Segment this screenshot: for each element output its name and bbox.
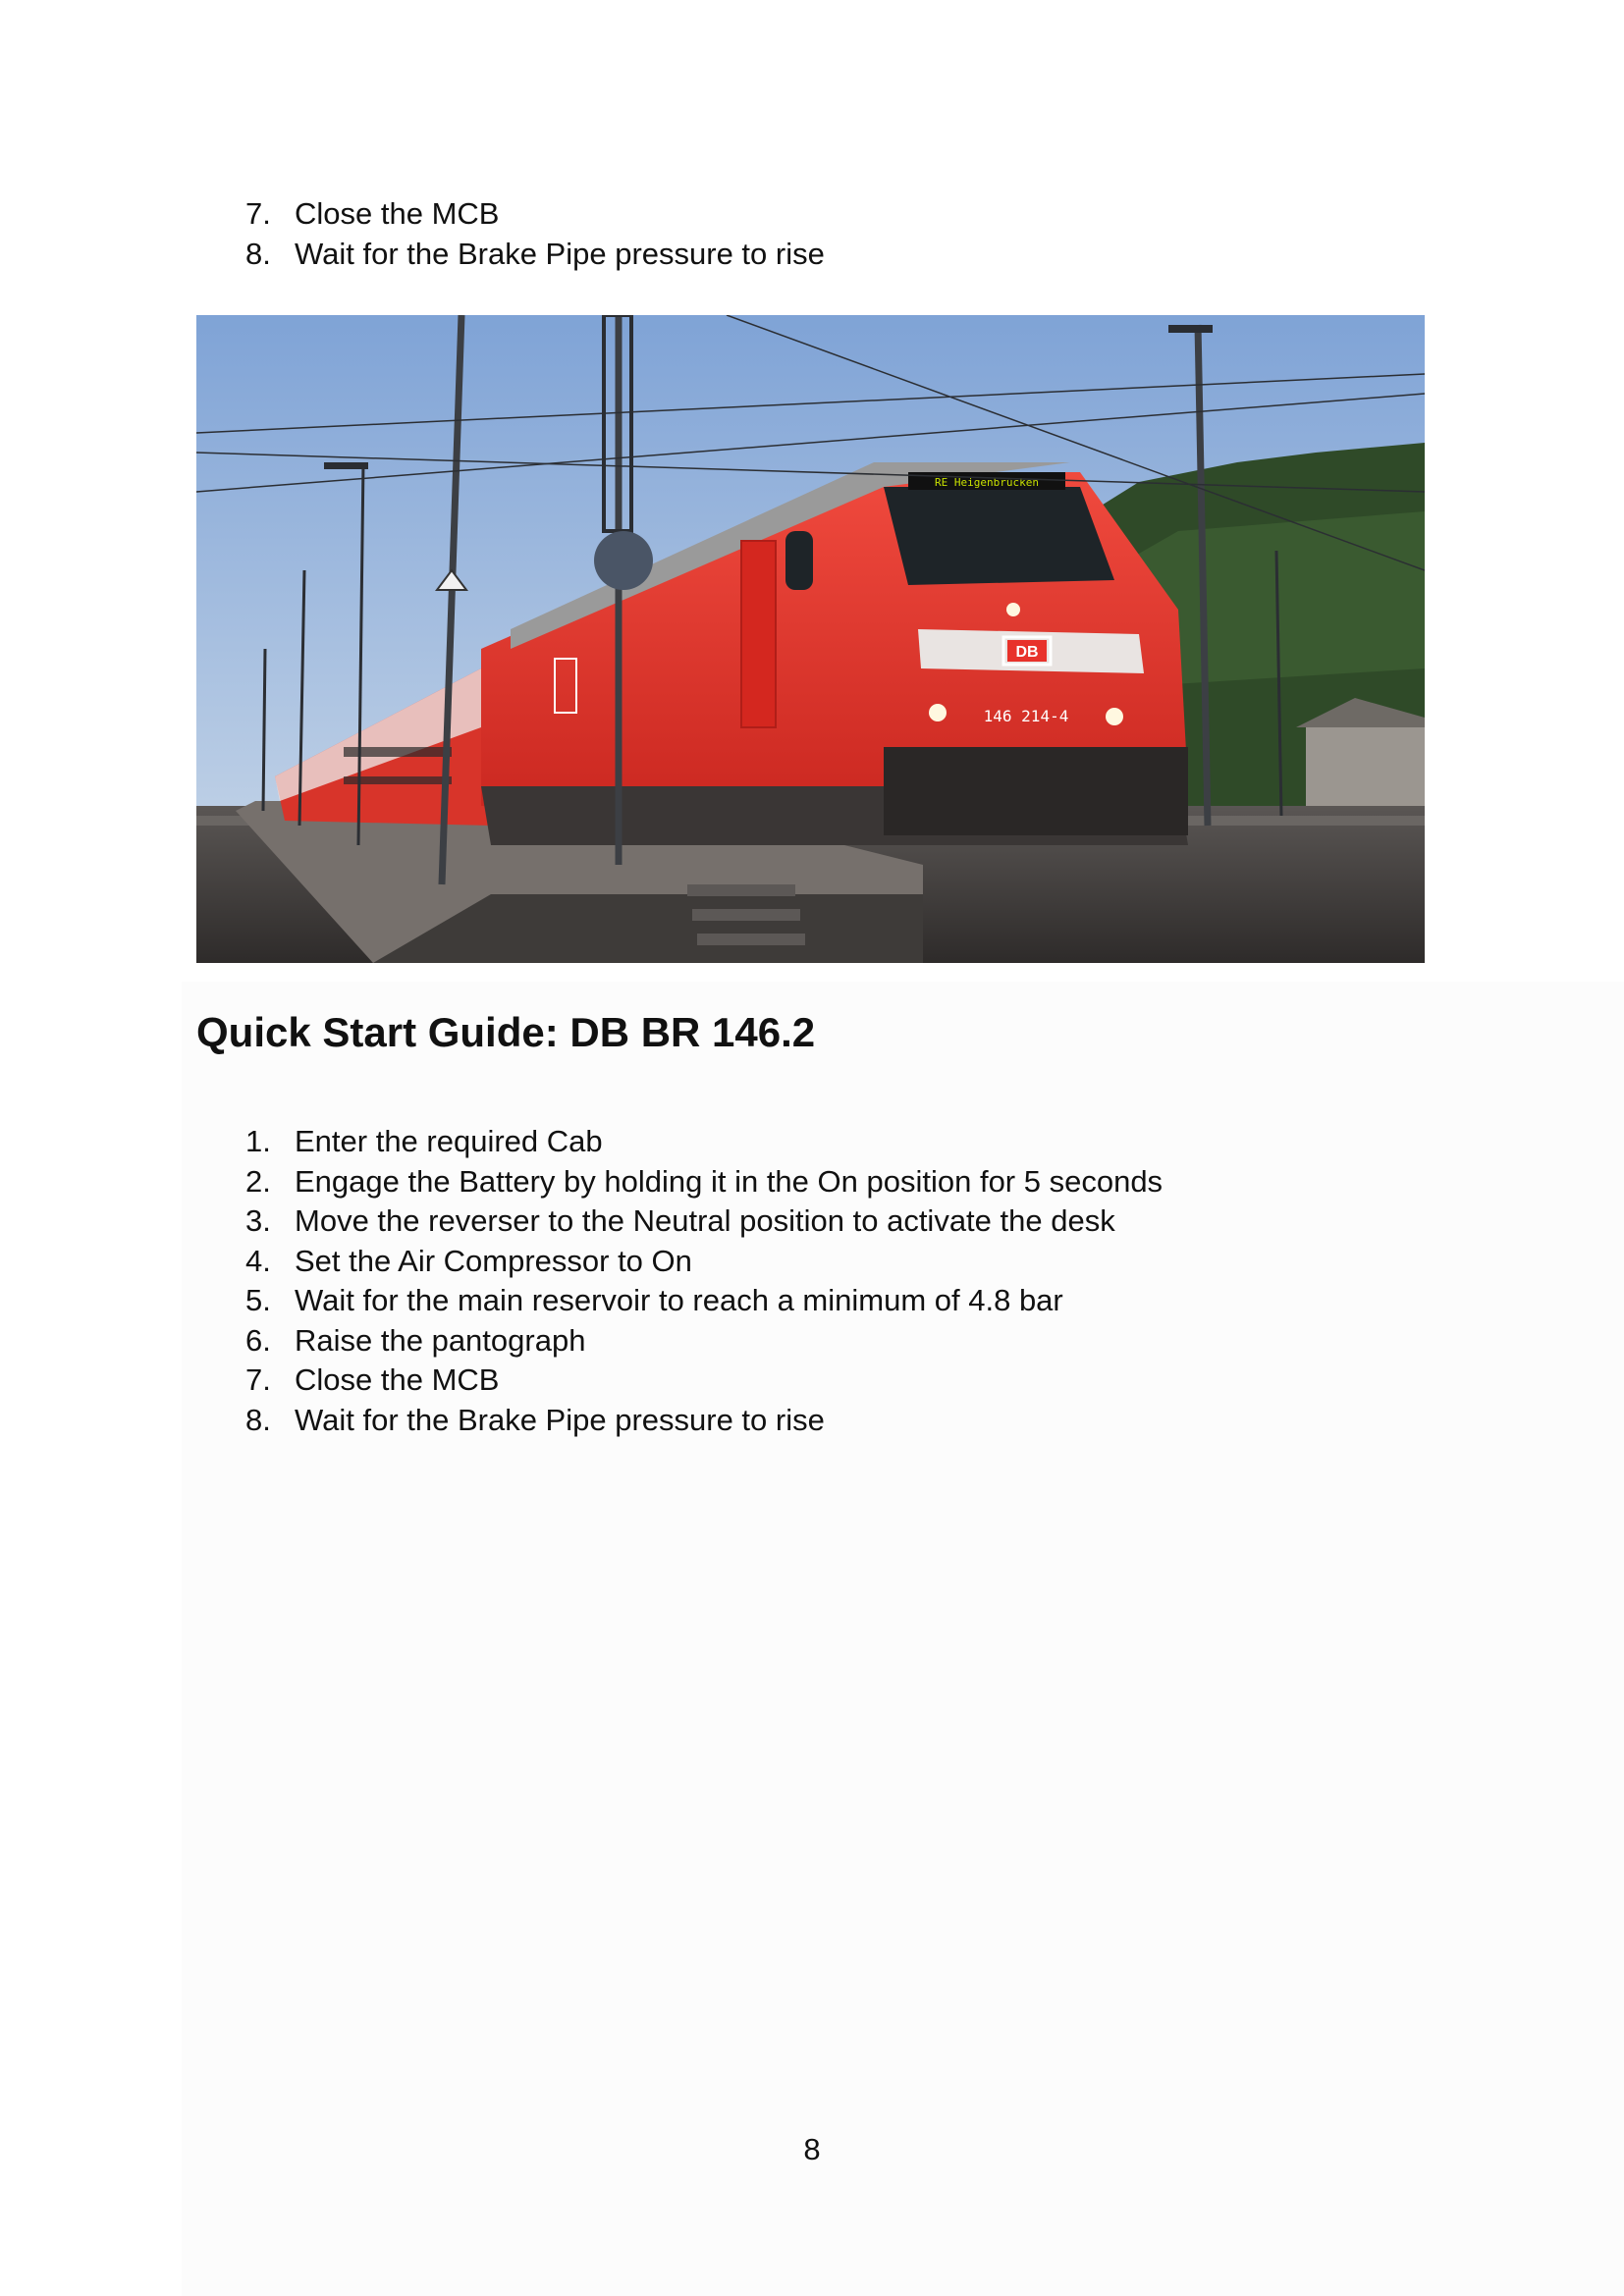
page-number: 8 — [803, 2132, 821, 2166]
step-number: 8. — [245, 236, 271, 271]
db-logo: DB — [1015, 644, 1039, 661]
step-text: Close the MCB — [295, 1362, 500, 1397]
locomotive-photo — [196, 315, 1425, 963]
step-number: 3. — [245, 1203, 271, 1238]
step-text: Wait for the main reservoir to reach a minimum of 4.8 bar — [295, 1283, 1063, 1317]
step-text: Raise the pantograph — [295, 1322, 586, 1358]
step-number: 2. — [245, 1163, 271, 1199]
step-number: 8. — [245, 1402, 271, 1437]
step-number: 6. — [245, 1322, 271, 1358]
step-text: Set the Air Compressor to On — [295, 1243, 692, 1278]
page-title: Quick Start Guide: DB BR 146.2 — [196, 1009, 816, 1055]
step-text: Close the MCB — [295, 196, 500, 231]
step-number: 7. — [245, 1362, 271, 1397]
step-number: 5. — [245, 1283, 271, 1317]
step-text: Wait for the Brake Pipe pressure to rise — [295, 1402, 825, 1437]
step-number: 7. — [245, 196, 271, 231]
step-text: Engage the Battery by holding it in the On position for 5 seconds — [295, 1163, 1164, 1199]
step-number: 1. — [245, 1124, 271, 1158]
step-text: Wait for the Brake Pipe pressure to rise — [295, 236, 825, 271]
step-text: Move the reverser to the Neutral position to activate the desk — [295, 1203, 1115, 1238]
step-number: 4. — [245, 1243, 271, 1278]
step-text: Enter the required Cab — [295, 1124, 603, 1158]
destination-display: RE Heigenbrücken — [935, 476, 1039, 489]
locomotive-number: 146 214-4 — [983, 707, 1069, 725]
